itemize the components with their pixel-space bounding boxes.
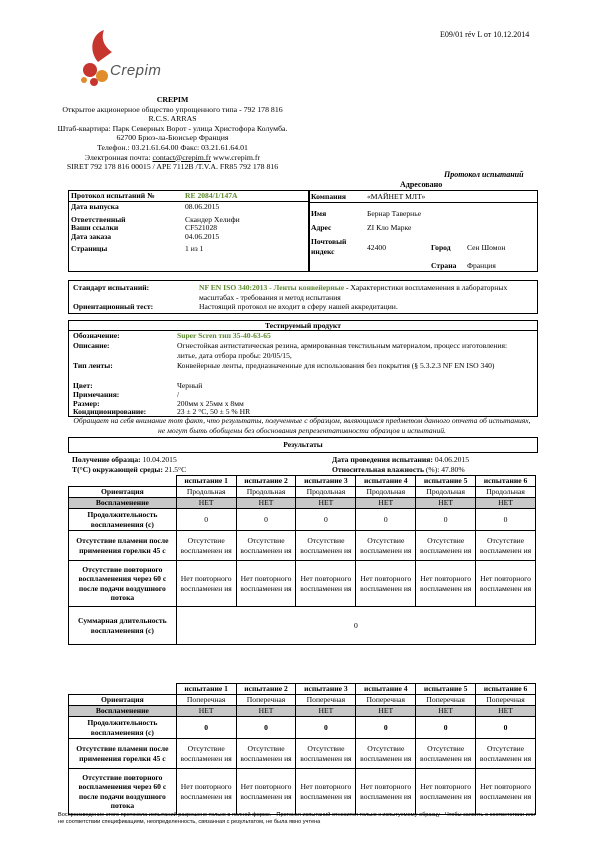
pages-label: Страницы: [71, 244, 108, 253]
no-flame-cell: Отсутствие воспламенен ия: [356, 739, 416, 769]
email-label: Электронная почта:: [84, 152, 153, 162]
report-number-label: Протокол испытаний №: [71, 191, 155, 200]
country-label: Страна: [431, 261, 457, 270]
no-flame-cell: Отсутствие воспламенен ия: [296, 739, 356, 769]
test-date-label: Дата проведения испытания:: [332, 455, 433, 464]
no-reignition-cell: Нет повторного воспламенен ия: [296, 769, 356, 815]
orientation-cell: Поперечная: [176, 695, 236, 706]
total-duration-value: 0: [176, 607, 535, 645]
description: Огнестойкая антистатическая резина, армированная текстильным материалом, процесс изготовления: литье, дата отбора пробы: 20/05/15,: [177, 341, 508, 360]
document-revision: E09/01 rév L от 10.12.2014: [440, 30, 530, 39]
size: 200мм x 25мм x 8мм: [177, 399, 244, 408]
report-label: Протокол испытаний: [444, 170, 524, 179]
no-reignition-cell: Нет повторного воспламенен ия: [356, 769, 416, 815]
duration-label: Продолжительность воспламенения (с): [69, 717, 177, 739]
duration-cell: 0: [236, 717, 296, 739]
no-reignition-cell: Нет повторного воспламенен ия: [176, 769, 236, 815]
company-label: Компания: [311, 192, 346, 201]
your-ref-label: Ваши ссылки: [71, 223, 119, 232]
ignition-cell: НЕТ: [176, 498, 236, 509]
no-reignition-cell: Нет повторного воспламенен ия: [356, 561, 416, 607]
notes: /: [177, 390, 180, 399]
orientation-cell: Продольная: [476, 487, 536, 498]
no-reignition-cell: Нет повторного воспламенен ия: [476, 769, 536, 815]
standard-label: Стандарт испытаний:: [73, 283, 150, 292]
relative-humidity: [332, 465, 465, 475]
ignition-label: Воспламенение: [69, 706, 177, 717]
email-link[interactable]: contact@crepim.fr: [152, 152, 211, 162]
duration-cell: 0: [476, 509, 536, 531]
no-flame-cell: Отсутствие воспламенен ия: [236, 739, 296, 769]
product-title: Тестируемый продукт: [264, 321, 342, 330]
duration-cell: 0: [296, 717, 356, 739]
no-flame-cell: Отсутствие воспламенен ия: [176, 739, 236, 769]
notes-label: Примечания:: [73, 390, 120, 399]
standard-code: NF EN ISO 340:2013 - Ленты конвейерные: [199, 283, 345, 292]
ignition-cell: НЕТ: [176, 706, 236, 717]
responsible-label: Ответственный: [71, 215, 126, 224]
standard-text: [199, 283, 534, 302]
no-reignition-label: Отсутствие повторного воспламенения через 60 с после подачи воздушного потока: [69, 769, 177, 815]
sample-received: [72, 455, 177, 465]
order-date: 04.06.2015: [185, 232, 220, 241]
duration-cell: 0: [236, 509, 296, 531]
belt-type-label: Тип ленты:: [73, 361, 113, 370]
duration-cell: 0: [356, 509, 416, 531]
test-header: испытание 4: [356, 684, 416, 695]
orientation-cell: Поперечная: [236, 695, 296, 706]
postcode-label: Почтовый индекс: [311, 237, 347, 256]
orientation-cell: Продольная: [296, 487, 356, 498]
test-header: испытание 5: [416, 684, 476, 695]
duration-cell: 0: [416, 509, 476, 531]
test-header: испытание 6: [476, 684, 536, 695]
addressed-label: Адресовано: [400, 180, 443, 189]
no-flame-cell: Отсутствие воспламенен ия: [176, 531, 236, 561]
logo-wordmark: Crepim: [110, 62, 162, 79]
test-header: испытание 1: [176, 476, 236, 487]
website-text: www.crepim.fr: [211, 152, 261, 162]
ignition-cell: НЕТ: [296, 498, 356, 509]
address-label: Адрес: [311, 223, 332, 232]
customer-country: Франция: [467, 261, 496, 270]
order-date-label: Дата заказа: [71, 232, 112, 241]
test-header: испытание 2: [236, 476, 296, 487]
duration-cell: 0: [356, 717, 416, 739]
orientation-cell: Продольная: [356, 487, 416, 498]
customer-info-box: [308, 190, 538, 272]
orientation-cell: Поперечная: [476, 695, 536, 706]
test-header: испытание 4: [356, 476, 416, 487]
test-header: испытание 5: [416, 476, 476, 487]
no-reignition-cell: Нет повторного воспламенен ия: [236, 561, 296, 607]
no-reignition-cell: Нет повторного воспламенен ия: [296, 561, 356, 607]
test-date-value: 04.06.2015: [432, 455, 470, 464]
no-flame-cell: Отсутствие воспламенен ия: [476, 739, 536, 769]
customer-city: Сен Шомон: [467, 243, 506, 252]
representativeness-note: Обращает на себя внимание тот факт, что результаты, полученные с образцом, являющимся предметом данного отчета об испытаниях, не могут быть обобщены без обоснования репрезентативности образцов и испытаний.: [73, 416, 531, 435]
no-flame-label: Отсутствие пламени после применения горелки 45 с: [69, 739, 177, 769]
orientation-cell: Поперечная: [296, 695, 356, 706]
results-title: Результаты: [283, 440, 323, 449]
no-flame-cell: Отсутствие воспламенен ия: [236, 531, 296, 561]
no-flame-cell: Отсутствие воспламенен ия: [296, 531, 356, 561]
city-label: Город: [431, 243, 451, 252]
no-flame-cell: Отсутствие воспламенен ия: [416, 739, 476, 769]
test-header: испытание 3: [296, 684, 356, 695]
no-reignition-cell: Нет повторного воспламенен ия: [416, 561, 476, 607]
table-corner: [69, 684, 177, 695]
orientation-cell: Продольная: [236, 487, 296, 498]
customer-company: «МАЙНЕТ МЛТ»: [367, 192, 426, 201]
duration-cell: 0: [476, 717, 536, 739]
company-line: Штаб-квартира: Парк Северных Ворот - улица Христофора Колумба.: [57, 123, 288, 133]
responsible: Скандер Хелифи: [185, 215, 240, 224]
ignition-cell: НЕТ: [356, 498, 416, 509]
company-line: SIRET 792 178 816 00015 / APE 7112B /T.V.A. FR85 792 178 816: [66, 162, 279, 172]
report-info-box: [68, 190, 310, 272]
designation-label: Обозначение:: [73, 331, 120, 340]
ignition-cell: НЕТ: [476, 498, 536, 509]
results-title-box: [68, 437, 538, 453]
ignition-cell: НЕТ: [236, 706, 296, 717]
no-reignition-label: Отсутствие повторного воспламенения через 60 с после подачи воздушного потока: [69, 561, 177, 607]
results-table-transverse: [68, 683, 536, 815]
test-date: [332, 455, 469, 465]
no-reignition-cell: Нет повторного воспламенен ия: [176, 561, 236, 607]
orientation-cell: Поперечная: [356, 695, 416, 706]
standard-description: - Характеристики воспламенения в лабораторных масштабах - требования и метод испытания: [199, 283, 508, 302]
sample-received-date: 10.04.2015: [140, 455, 177, 464]
ignition-cell: НЕТ: [416, 498, 476, 509]
ignition-cell: НЕТ: [296, 706, 356, 717]
no-flame-cell: Отсутствие воспламенен ия: [356, 531, 416, 561]
orientation-label: Ориентация: [69, 695, 177, 706]
customer-address: ZI Кло Марке: [367, 223, 412, 232]
no-reignition-cell: Нет повторного воспламенен ия: [416, 769, 476, 815]
crepim-logo: [70, 22, 180, 90]
orientation-label: Ориентация: [69, 487, 177, 498]
orientation-cell: Поперечная: [416, 695, 476, 706]
no-flame-cell: Отсутствие воспламенен ия: [476, 531, 536, 561]
test-standard-box: [68, 280, 538, 314]
ignition-label: Воспламенение: [69, 498, 177, 509]
pages: 1 из 1: [185, 244, 204, 253]
your-ref: CF521028: [185, 223, 218, 232]
company-info: [40, 95, 305, 172]
customer-name: Бернар Таверньe: [367, 209, 422, 218]
test-header: испытание 6: [476, 476, 536, 487]
no-reignition-cell: Нет повторного воспламенен ия: [476, 561, 536, 607]
conditioning: 23 ± 2 °C, 50 ± 5 % HR: [177, 407, 251, 416]
duration-cell: 0: [416, 717, 476, 739]
duration-label: Продолжительность воспламенения (с): [69, 509, 177, 531]
company-line: 62700 Брюэ-ла-Бюисьер Франция: [116, 133, 229, 143]
description-label: Описание:: [73, 341, 110, 350]
total-duration-label: Суммарная длительность воспламенения (с): [69, 607, 177, 645]
orientation-test-value: Настоящий протокол не входит в сферу нашей аккредитации.: [199, 302, 398, 311]
ignition-cell: НЕТ: [416, 706, 476, 717]
footer-disclaimer: Воспроизведение этого протокола испытаний разрешено только в полной форме. - Протокол испытаний относится только к испытуемому образцу - Чтобы заявить о соответствии или не соответствии спецификациям, неопределенность, связанная с результатом, не была явно учтена: [58, 812, 536, 825]
color: Черный: [177, 381, 203, 390]
company-name: CREPIM: [156, 95, 189, 104]
orientation-cell: Продольная: [176, 487, 236, 498]
ignition-cell: НЕТ: [476, 706, 536, 717]
no-reignition-cell: Нет повторного воспламенен ия: [236, 769, 296, 815]
duration-cell: 0: [296, 509, 356, 531]
orientation-test-label: Ориентационный тест:: [73, 302, 154, 311]
customer-postcode: 42400: [367, 243, 386, 252]
test-header: испытание 3: [296, 476, 356, 487]
belt-type: Конвейерные ленты, предназначенные для использования без покрытия (§ 5.3.2.3 NF EN ISO 340): [177, 361, 495, 370]
tested-product-box: [68, 320, 538, 417]
issue-date-label: Дата выпуска: [71, 202, 119, 211]
duration-cell: 0: [176, 509, 236, 531]
report-number: RE 2084/1/147A: [185, 191, 238, 200]
company-contact-line: [40, 153, 305, 163]
sample-received-label: Получение образца:: [72, 455, 141, 464]
humidity-label: Относительная влажность: [332, 465, 424, 474]
no-flame-label: Отсутствие пламени после применения горелки 45 с: [69, 531, 177, 561]
color-label: Цвет:: [73, 381, 93, 390]
designation: Super Scren тип 35-40-63-65: [177, 331, 271, 340]
results-table-longitudinal: [68, 475, 536, 645]
table-corner: [69, 476, 177, 487]
conditioning-label: Кондиционирование:: [73, 407, 147, 416]
ambient-temp: [72, 465, 186, 475]
test-header: испытание 1: [176, 684, 236, 695]
test-header: испытание 2: [236, 684, 296, 695]
ambient-temp-label: T(°C) окружающей среды:: [72, 465, 163, 474]
ignition-cell: НЕТ: [236, 498, 296, 509]
ambient-temp-value: 21.5°C: [162, 465, 187, 474]
orientation-cell: Продольная: [416, 487, 476, 498]
no-flame-cell: Отсутствие воспламенен ия: [416, 531, 476, 561]
company-line: Телефон.: 03.21.61.64.00 Факс: 03.21.61.64.01: [97, 142, 248, 152]
issue-date: 08.06.2015: [185, 202, 220, 211]
ignition-cell: НЕТ: [356, 706, 416, 717]
size-label: Размер:: [73, 399, 100, 408]
humidity-value: (%): 47.80%: [423, 465, 465, 474]
name-label: Имя: [311, 209, 327, 218]
company-line: R.C.S. ARRAS: [148, 114, 197, 124]
duration-cell: 0: [176, 717, 236, 739]
company-line: Открытое акционерное общество упрощенного типа - 792 178 816: [62, 104, 283, 114]
